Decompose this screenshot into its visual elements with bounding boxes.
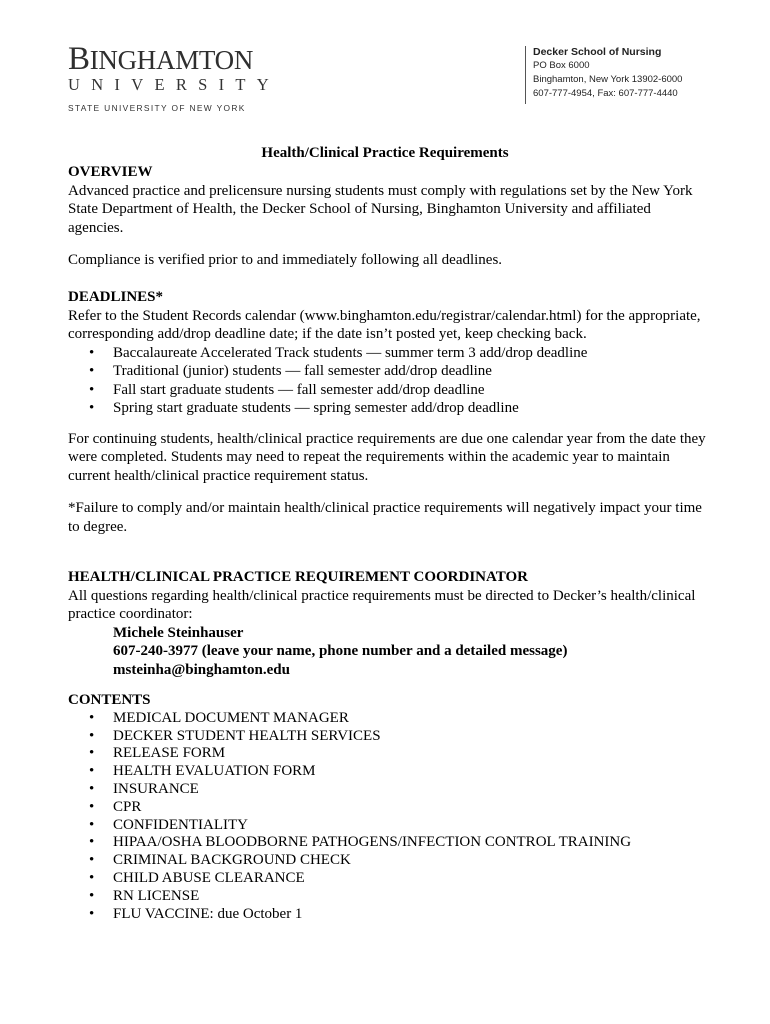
overview-body: Advanced practice and prelicensure nursing students must comply with regulations set by the New York State Department of Health, the Decker School of Nursing, Binghamton University and affiliated agencies.: [68, 182, 693, 236]
contents-list: [68, 710, 708, 924]
overview-heading: OVERVIEW: [68, 164, 153, 180]
coordinator-name: Michele Steinhauser: [113, 624, 244, 641]
deadlines-heading: DEADLINES*: [68, 289, 164, 305]
list-item: • Baccalaureate Accelerated Track students — summer term 3 add/drop deadline: [68, 344, 708, 363]
coordinator-intro: All questions regarding health/clinical practice requirements must be directed to Decker’s health/clinical practice coordinator:: [68, 587, 696, 622]
list-item: • HIPAA/OSHA BLOODBORNE PATHOGENS/INFECTION CONTROL TRAINING: [68, 834, 708, 852]
list-item: • CHILD ABUSE CLEARANCE: [68, 870, 708, 888]
logo-wordmark: BINGHAMTON: [68, 41, 254, 77]
list-item: • RN LICENSE: [68, 888, 708, 906]
deadlines-continuing: For continuing students, health/clinical practice requirements are due one calendar year from the date they were completed. Students may need to repeat the requirements within the academic year to maintain current health/clinical practice requirement status.: [68, 430, 706, 484]
deadlines-failure: *Failure to comply and/or maintain health/clinical practice requirements will negatively impact your time to degree.: [68, 500, 702, 535]
list-item: • HEALTH EVALUATION FORM: [68, 763, 708, 781]
overview-section: [68, 163, 708, 270]
deadlines-section: [68, 288, 708, 536]
university-logo: [68, 41, 280, 113]
list-item: • Fall start graduate students — fall semester add/drop deadline: [68, 381, 708, 400]
list-item: • CONFIDENTIALITY: [68, 817, 708, 835]
address-org: Decker School of Nursing: [533, 46, 662, 58]
list-item: • CRIMINAL BACKGROUND CHECK: [68, 852, 708, 870]
address-divider: [525, 46, 526, 104]
contents-heading: CONTENTS: [68, 692, 151, 708]
address-block: [533, 45, 682, 101]
coordinator-phone: 607-240-3977 (leave your name, phone number and a detailed message): [113, 643, 568, 659]
address-city: Binghamton, New York 13902-6000: [533, 74, 683, 85]
page-title: Health/Clinical Practice Requirements: [261, 145, 509, 161]
logo-university: UNIVERSITY: [68, 75, 280, 94]
deadlines-intro: Refer to the Student Records calendar (www.binghamton.edu/registrar/calendar.html) for the appropriate, corresponding add/drop deadline date; if the date isn’t posted yet, keep checking back.: [68, 307, 701, 342]
list-item: • DECKER STUDENT HEALTH SERVICES: [68, 728, 708, 746]
coordinator-heading: HEALTH/CLINICAL PRACTICE REQUIREMENT COORDINATOR: [68, 569, 528, 585]
address-po-box: PO Box 6000: [533, 60, 590, 71]
deadlines-list: [68, 344, 708, 418]
contents-section: [68, 692, 708, 923]
list-item: • MEDICAL DOCUMENT MANAGER: [68, 710, 708, 728]
address-phone: 607-777-4954, Fax: 607-777-4440: [533, 88, 678, 99]
overview-compliance: Compliance is verified prior to and immediately following all deadlines.: [68, 252, 503, 268]
coordinator-email[interactable]: msteinha@binghamton.edu: [113, 661, 290, 678]
list-item: • Spring start graduate students — spring semester add/drop deadline: [68, 399, 708, 418]
list-item: • RELEASE FORM: [68, 745, 708, 763]
coordinator-section: [68, 568, 708, 679]
logo-state-line: STATE UNIVERSITY OF NEW YORK: [68, 103, 246, 113]
list-item: • Traditional (junior) students — fall semester add/drop deadline: [68, 362, 708, 381]
list-item: • INSURANCE: [68, 781, 708, 799]
list-item: • FLU VACCINE: due October 1: [68, 906, 708, 924]
list-item: • CPR: [68, 799, 708, 817]
